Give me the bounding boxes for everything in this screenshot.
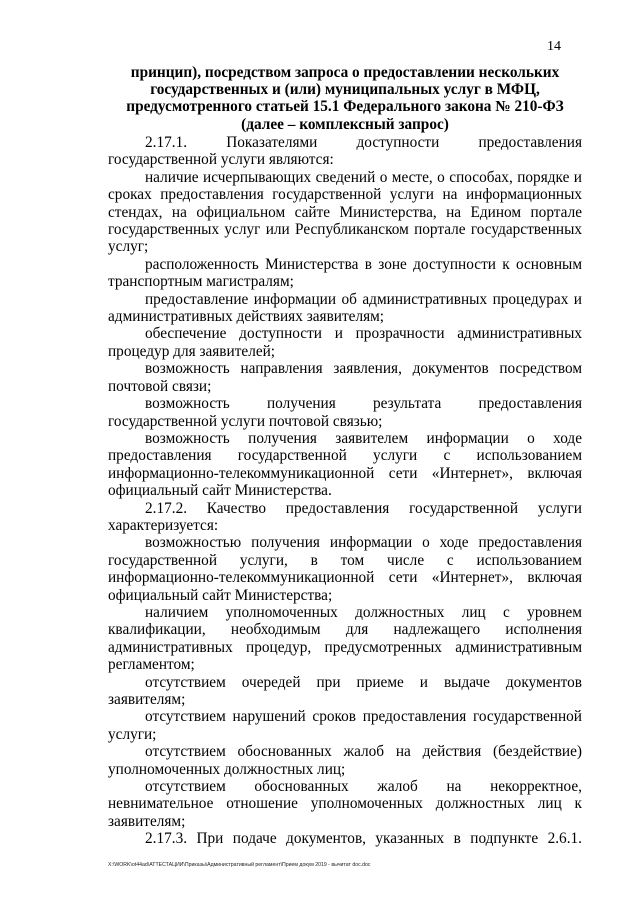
paragraph-2-17-2: 2.17.2. Качество предоставления государственной услуги характеризуется: (108, 499, 582, 534)
paragraph: отсутствием нарушений сроков предоставления государственной услуги; (108, 708, 582, 743)
paragraph: расположенность Министерства в зоне доступности к основным транспортным магистралям; (108, 255, 582, 291)
paragraph: наличие исчерпывающих сведений о месте, о способах, порядке и сроках предоставления государственной услуги на информационных стендах, на официальном сайте Министерства, на Едином портале государственных услуг или Республиканском портале государственных услуг; (108, 168, 582, 256)
paragraph: предоставление информации об административных процедурах и административных действиях заявителям; (108, 290, 582, 326)
paragraph: отсутствием обоснованных жалоб на действия (бездействие) уполномоченных должностных лиц; (108, 743, 582, 778)
file-path-footer: X:\WORK\ot44ad\АТТЕСТАЦИИ\Приказы\Административный регламент\Прием докум 2019 - вычитат doc.doc (108, 862, 371, 868)
body-text (108, 134, 582, 848)
heading-line: предусмотренного статьей 15.1 Федерального закона № 210-ФЗ (126, 98, 564, 116)
heading-line: принцип), посредством запроса о предоставлении нескольких (130, 64, 560, 81)
paragraph: наличием уполномоченных должностных лиц с уровнем квалификации, необходимым для надлежащего исполнения административных процедур, предусмотренных административным регламентом; (108, 603, 582, 674)
paragraph: возможность направления заявления, документов посредством почтовой связи; (108, 360, 582, 395)
heading-line: государственных и (или) муниципальных услуг в МФЦ, (150, 81, 540, 99)
paragraph: отсутствием очередей при приеме и выдаче документов заявителям; (108, 673, 582, 708)
paragraph-2-17-3: 2.17.3. При подаче документов, указанных в подпункте 2.6.1. (145, 830, 582, 848)
page-number: 14 (547, 39, 561, 54)
paragraph-2-17-1: 2.17.1. Показателями доступности предоставления государственной услуги являются: (108, 134, 582, 169)
paragraph: обеспечение доступности и прозрачности административных процедур для заявителей; (108, 325, 582, 360)
paragraph: возможностью получения информации о ходе предоставления государственной услуги, в том числе с использованием информационно-телекоммуникационной сети «Интернет», включая официальный сайт Министерства; (108, 534, 582, 604)
paragraph: возможность получения заявителем информации о ходе предоставления государственной услуги с использованием информационно-телекоммуникационной сети «Интернет», включая официальный сайт Министерства. (108, 429, 582, 500)
section-heading (108, 64, 582, 133)
paragraph: отсутствием обоснованных жалоб на некорректное, невнимательное отношение уполномоченных должностных лиц к заявителям; (108, 778, 582, 830)
heading-line: (далее – комплексный запрос) (241, 115, 449, 133)
paragraph: возможность получения результата предоставления государственной услуги почтовой связью; (108, 395, 582, 430)
